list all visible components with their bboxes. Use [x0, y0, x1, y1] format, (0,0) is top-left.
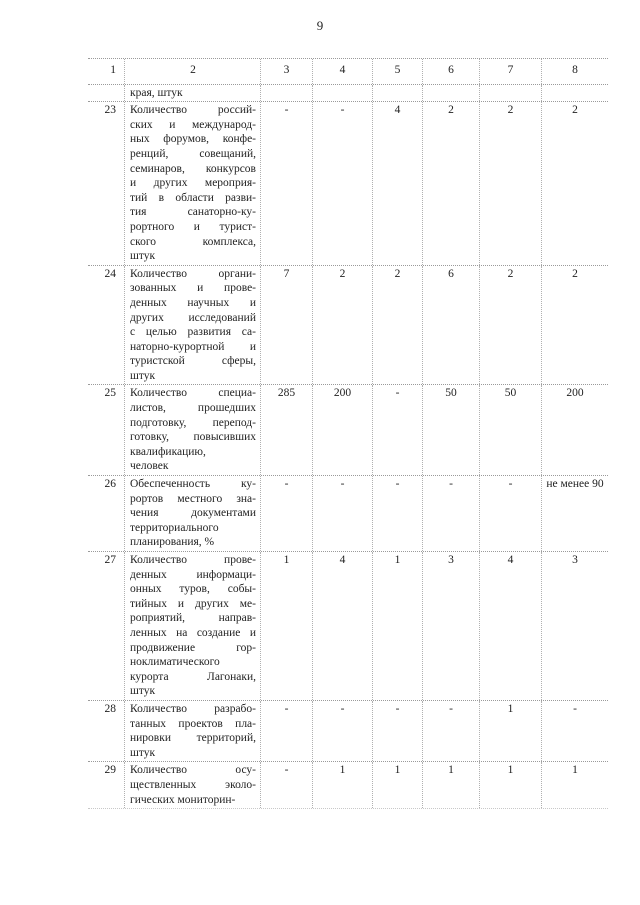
- value-col-7: 50: [479, 385, 541, 475]
- value-col-3: -: [260, 762, 312, 808]
- indicator-name-line: Количество осу-: [130, 764, 256, 777]
- indicator-name-line: роприятий, направ-: [130, 612, 256, 625]
- value-col-5: -: [372, 701, 422, 761]
- header-col-6: 6: [422, 59, 479, 84]
- value-col-7: 2: [479, 266, 541, 385]
- value-col-7: 1: [479, 762, 541, 808]
- indicator-name: [124, 385, 260, 475]
- value-col-8: 2: [541, 102, 608, 265]
- indicator-name-line: чения документами: [130, 507, 256, 520]
- value-col-5: 2: [372, 266, 422, 385]
- value-col-3: 1: [260, 552, 312, 700]
- value-col-6: -: [422, 476, 479, 551]
- table-row: [88, 384, 608, 475]
- indicator-name: [124, 476, 260, 551]
- value-col-3: -: [260, 701, 312, 761]
- indicator-name-line: и других мероприя-: [130, 177, 256, 190]
- header-col-8: 8: [541, 59, 608, 84]
- indicator-name-line: нировки территорий,: [130, 732, 256, 745]
- indicator-name-line: штук: [130, 685, 156, 698]
- row-number: 25: [104, 387, 116, 400]
- value-col-6: 6: [422, 266, 479, 385]
- value-col-4: 1: [312, 762, 372, 808]
- indicator-name-line: ществленных эколо-: [130, 778, 256, 791]
- indicator-name-line: курорта Лагонаки,: [130, 670, 256, 683]
- indicator-name-line: штук: [130, 250, 156, 263]
- value-col-8: 3: [541, 552, 608, 700]
- indicators-table: [88, 58, 608, 809]
- row-number: 27: [104, 554, 116, 566]
- indicator-name-line: ренций, совещаний,: [130, 147, 256, 160]
- indicator-name-line: денных информаци-: [130, 568, 256, 581]
- indicator-name-line: планирования, %: [130, 536, 215, 549]
- row-number: 23: [104, 104, 116, 117]
- indicator-name: [124, 102, 260, 265]
- header-col-2: 2: [124, 59, 260, 84]
- row-number: 26: [104, 478, 116, 491]
- header-col-5: 5: [372, 59, 422, 84]
- value-col-8: 2: [541, 266, 608, 385]
- indicator-name-line: гических мониторин-: [130, 793, 236, 806]
- indicator-name-line: других исследований: [130, 311, 256, 324]
- indicator-name-line: подготовку, перепод-: [130, 416, 256, 429]
- indicator-name-line: наторно-курортной и: [130, 340, 256, 353]
- indicator-name-line: Количество разрабо-: [130, 702, 256, 715]
- indicator-name-line: ского комплекса,: [130, 235, 256, 248]
- value-col-6: 3: [422, 552, 479, 700]
- header-col-4: 4: [312, 59, 372, 84]
- row-number: 29: [104, 764, 116, 777]
- indicator-name-line: штук: [130, 369, 156, 382]
- value-col-6: 1: [422, 762, 479, 808]
- indicator-name: [124, 762, 260, 808]
- value-col-4: 2: [312, 266, 372, 385]
- indicator-name-line: ских и международ-: [130, 118, 256, 131]
- value-col-4: 200: [312, 385, 372, 475]
- value-col-5: 4: [372, 102, 422, 265]
- value-col-5: -: [372, 385, 422, 475]
- value-col-8: 1: [541, 762, 608, 808]
- indicator-name-line: рортов местного зна-: [130, 492, 256, 505]
- indicator-name-line: ных форумов, конфе-: [130, 133, 256, 146]
- header-col-1: 1: [110, 64, 116, 76]
- value-col-3: 7: [260, 266, 312, 385]
- value-col-7: 1: [479, 701, 541, 761]
- table-row: [88, 761, 608, 809]
- value-col-5: -: [372, 476, 422, 551]
- indicator-name-line: Количество органи-: [130, 267, 256, 280]
- indicator-name: [124, 266, 260, 385]
- value-col-6: -: [422, 701, 479, 761]
- row-number: 24: [104, 267, 116, 280]
- indicator-name-line: Обеспеченность ку-: [130, 478, 256, 491]
- indicator-name-line: тия санаторно-ку-: [130, 206, 256, 219]
- value-col-4: -: [312, 701, 372, 761]
- indicator-name-line: денных научных и: [130, 296, 256, 309]
- continuation-row: [88, 84, 608, 102]
- table-row: [88, 265, 608, 385]
- value-col-4: -: [312, 102, 372, 265]
- table-row: [88, 101, 608, 265]
- value-col-4: 4: [312, 552, 372, 700]
- indicator-name-line: ленных на создание и: [130, 626, 256, 639]
- indicator-name-line: танных проектов пла-: [130, 717, 256, 730]
- header-col-7: 7: [479, 59, 541, 84]
- table-header-row: [88, 58, 608, 84]
- row-number: 28: [104, 702, 116, 715]
- value-col-3: -: [260, 102, 312, 265]
- indicator-name-line: продвижение гор-: [130, 641, 256, 654]
- value-col-6: 50: [422, 385, 479, 475]
- indicator-name: [124, 701, 260, 761]
- indicator-name-line: рортного и турист-: [130, 220, 256, 233]
- value-col-7: 4: [479, 552, 541, 700]
- continuation-num: [88, 85, 124, 102]
- table-row: [88, 551, 608, 700]
- value-col-7: -: [479, 476, 541, 551]
- value-col-7: 2: [479, 102, 541, 265]
- value-col-8: 200: [541, 385, 608, 475]
- indicator-name-line: ноклиматического: [130, 656, 220, 669]
- indicator-name-line: с целью развития са-: [130, 326, 256, 339]
- indicator-name-line: территориального: [130, 521, 219, 534]
- table-row: [88, 475, 608, 551]
- indicator-name-line: Количество россий-: [130, 104, 256, 117]
- table-row: [88, 700, 608, 761]
- indicator-name-line: туристской сферы,: [130, 355, 256, 368]
- indicator-name-line: листов, прошедших: [130, 402, 256, 415]
- indicator-name-line: зованных и прове-: [130, 282, 256, 295]
- indicator-name-line: человек: [130, 460, 169, 473]
- value-col-6: 2: [422, 102, 479, 265]
- value-col-5: 1: [372, 762, 422, 808]
- indicator-name-line: квалификацию,: [130, 445, 206, 458]
- indicator-name-line: тий в области разви-: [130, 191, 256, 204]
- header-col-3: 3: [260, 59, 312, 84]
- indicator-name-line: семинаров, конкурсов: [130, 162, 256, 175]
- value-col-3: -: [260, 476, 312, 551]
- page-number: 9: [316, 18, 324, 33]
- indicator-name-line: готовку, повысивших: [130, 431, 256, 444]
- value-col-8: -: [541, 701, 608, 761]
- value-col-3: 285: [260, 385, 312, 475]
- value-col-8: не менее 90: [541, 476, 608, 551]
- indicator-name-line: Количество прове-: [130, 554, 256, 566]
- indicator-name-line: Количество специа-: [130, 387, 256, 400]
- indicator-name: [124, 552, 260, 700]
- indicator-name-line: тийных и других ме-: [130, 597, 256, 610]
- value-col-5: 1: [372, 552, 422, 700]
- value-col-4: -: [312, 476, 372, 551]
- indicator-name-line: штук: [130, 746, 156, 759]
- indicator-name-line: онных туров, собы-: [130, 583, 256, 596]
- continuation-text: края, штук: [124, 85, 260, 102]
